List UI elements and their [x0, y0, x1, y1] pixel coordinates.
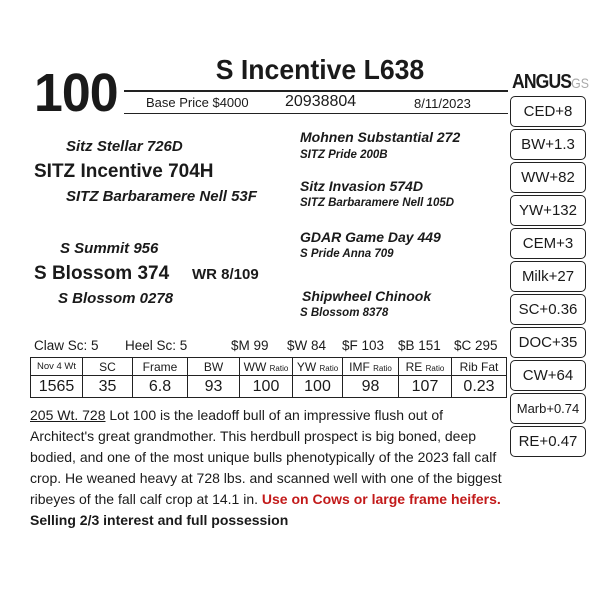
usage-recommendation: Use on Cows or large frame heifers.	[261, 491, 501, 507]
col-header-ww-ratio: WW Ratio	[240, 358, 293, 376]
index-f: $F 103	[342, 338, 385, 353]
pedigree-dam: S Blossom 374	[34, 263, 170, 284]
value-ww-ratio: 100	[240, 376, 293, 398]
header-underline	[124, 113, 508, 114]
col-header-bw: BW	[188, 358, 240, 376]
index-m: $M 99	[231, 338, 269, 353]
value-sc: 35	[83, 376, 133, 398]
value-rib-fat: 0.23	[452, 376, 507, 398]
col-header-re-ratio: RE Ratio	[399, 358, 452, 376]
index-b: $B 151	[398, 338, 441, 353]
performance-header-row	[31, 358, 507, 376]
value-nov-wt: 1565	[31, 376, 83, 398]
epd-ww: WW+82	[510, 162, 586, 193]
pedigree-sire: SITZ Incentive 704H	[34, 161, 214, 182]
value-re-ratio: 107	[399, 376, 452, 398]
base-price: Base Price $4000	[146, 95, 249, 110]
pedigree-g4-sire: Shipwheel Chinook	[302, 288, 432, 304]
epd-yw: YW+132	[510, 195, 586, 226]
pedigree-sire-sire: Sitz Stellar 726D	[66, 138, 183, 155]
epd-sc: SC+0.36	[510, 294, 586, 325]
pedigree-sire-dam: SITZ Barbaramere Nell 53F	[66, 188, 257, 205]
pedigree-g1-sire: Mohnen Substantial 272	[300, 129, 461, 145]
pedigree-g3-dam: S Pride Anna 709	[300, 248, 394, 260]
description-body: Lot 100 is the leadoff bull of an impressive flush out of Architect's great grandmother. This herdbull prospect is big boned, deep bodied, and one of the most unique bulls phenotypically of the 2023 fall calf crop. He weaned heavy at 728 lbs. and scanned well with one of the biggest ribeyes of the fall calf crop at 14.1 in.	[30, 407, 502, 507]
angus-gs-logo	[512, 71, 589, 94]
pedigree-dam-dam: S Blossom 0278	[58, 290, 174, 307]
epd-ced: CED+8	[510, 96, 586, 127]
performance-table	[30, 357, 507, 398]
angus-logo-text: ANGUS	[512, 71, 572, 93]
index-w: $W 84	[287, 338, 327, 353]
birth-date: 8/11/2023	[414, 96, 471, 111]
epd-milk: Milk+27	[510, 261, 586, 292]
title-divider	[124, 90, 508, 92]
lot-description	[30, 405, 510, 531]
value-yw-ratio: 100	[293, 376, 343, 398]
col-header-frame: Frame	[133, 358, 188, 376]
selling-terms: Selling 2/3 interest and full possession	[30, 512, 289, 528]
col-header-yw-ratio: YW Ratio	[293, 358, 343, 376]
epd-re: RE+0.47	[510, 426, 586, 457]
value-imf-ratio: 98	[343, 376, 399, 398]
epd-cem: CEM+3	[510, 228, 586, 259]
index-c: $C 295	[454, 338, 498, 353]
performance-value-row	[31, 376, 507, 398]
value-frame: 6.8	[133, 376, 188, 398]
animal-name: S Incentive L638	[215, 54, 425, 85]
epd-marb: Marb+0.74	[510, 393, 586, 424]
pedigree-g4-dam: S Blossom 8378	[300, 307, 389, 319]
epd-cw: CW+64	[510, 360, 586, 391]
pedigree-g2-sire: Sitz Invasion 574D	[300, 178, 423, 194]
gs-logo-text: GS	[571, 75, 589, 91]
epd-column	[510, 96, 586, 459]
pedigree-g2-dam: SITZ Barbaramere Nell 105D	[300, 197, 455, 209]
registration-number: 20938804	[285, 93, 357, 110]
claw-score: Claw Sc: 5	[34, 338, 99, 353]
col-header-imf-ratio: IMF Ratio	[343, 358, 399, 376]
weaning-weight-note: 205 Wt. 728	[30, 407, 106, 423]
pedigree-g3-sire: GDAR Game Day 449	[300, 229, 441, 245]
dam-weaning-ratio: WR 8/109	[192, 266, 259, 283]
col-header-rib-fat: Rib Fat	[452, 358, 507, 376]
pedigree-dam-sire: S Summit 956	[60, 240, 159, 257]
epd-doc: DOC+35	[510, 327, 586, 358]
epd-bw: BW+1.3	[510, 129, 586, 160]
value-bw: 93	[188, 376, 240, 398]
lot-number: 100	[34, 63, 118, 123]
heel-score: Heel Sc: 5	[125, 338, 188, 353]
pedigree-g1-dam: SITZ Pride 200B	[300, 149, 388, 161]
col-header-nov-wt: Nov 4 Wt	[31, 358, 83, 376]
col-header-sc: SC	[83, 358, 133, 376]
